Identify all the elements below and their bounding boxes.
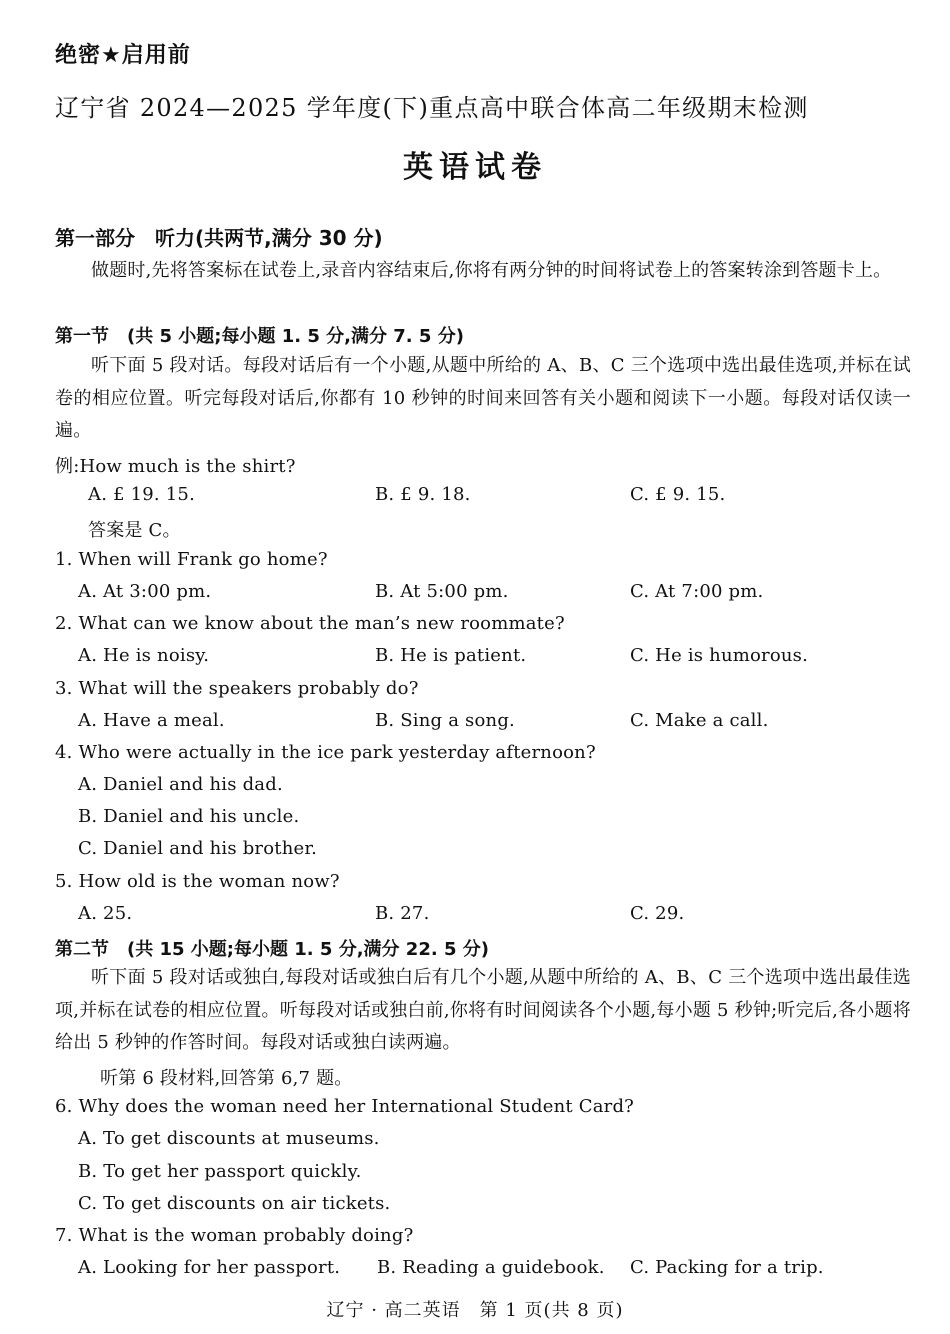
question-5-option-a: A. 25. bbox=[78, 903, 133, 924]
section2-title: 第二节 (共 15 小题;每小题 1. 5 分,满分 22. 5 分) bbox=[55, 939, 489, 960]
question-7-option-b: B. Reading a guidebook. bbox=[377, 1257, 605, 1278]
question-6-option-b: B. To get her passport quickly. bbox=[78, 1161, 362, 1182]
question-4-option-a: A. Daniel and his dad. bbox=[78, 774, 283, 795]
question-7: 7. What is the woman probably doing? bbox=[55, 1225, 414, 1246]
question-2-option-b: B. He is patient. bbox=[375, 645, 527, 666]
example-answer: 答案是 C。 bbox=[88, 520, 181, 541]
question-6-option-a: A. To get discounts at museums. bbox=[78, 1128, 380, 1149]
question-5-option-b: B. 27. bbox=[375, 903, 430, 924]
question-2-option-c: C. He is humorous. bbox=[630, 645, 809, 666]
question-4-option-c: C. Daniel and his brother. bbox=[78, 838, 318, 859]
example-option-a: A. £ 19. 15. bbox=[88, 484, 195, 505]
example-option-c: C. £ 9. 15. bbox=[630, 484, 726, 505]
question-1-option-c: C. At 7:00 pm. bbox=[630, 581, 764, 602]
example-option-b: B. £ 9. 18. bbox=[375, 484, 471, 505]
question-2-option-a: A. He is noisy. bbox=[78, 645, 210, 666]
question-3-option-c: C. Make a call. bbox=[630, 710, 769, 731]
question-7-option-a: A. Looking for her passport. bbox=[78, 1257, 341, 1278]
question-6-option-c: C. To get discounts on air tickets. bbox=[78, 1193, 391, 1214]
question-3-option-b: B. Sing a song. bbox=[375, 710, 515, 731]
question-1: 1. When will Frank go home? bbox=[55, 549, 328, 570]
subject-title: 英语试卷 bbox=[403, 150, 547, 185]
page-footer: 辽宁 · 高二英语 第 1 页(共 8 页) bbox=[326, 1300, 624, 1321]
material-note: 听第 6 段材料,回答第 6,7 题。 bbox=[100, 1068, 353, 1089]
confidential-label: 绝密★启用前 bbox=[55, 43, 191, 68]
question-2: 2. What can we know about the man’s new roommate? bbox=[55, 613, 565, 634]
example-question: 例:How much is the shirt? bbox=[55, 456, 296, 477]
question-1-option-b: B. At 5:00 pm. bbox=[375, 581, 509, 602]
question-4: 4. Who were actually in the ice park yesterday afternoon? bbox=[55, 742, 596, 763]
section1-instructions: 听下面 5 段对话。每段对话后有一个小题,从题中所给的 A、B、C 三个选项中选出最佳选项,并标在试卷的相应位置。听完每段对话后,你都有 10 秒钟的时间来回答有关小题和阅读下一小题。每段对话仅读一遍。 bbox=[55, 355, 911, 441]
question-5: 5. How old is the woman now? bbox=[55, 871, 340, 892]
question-3-option-a: A. Have a meal. bbox=[78, 710, 225, 731]
question-7-option-c: C. Packing for a trip. bbox=[630, 1257, 824, 1278]
part1-title: 第一部分 听力(共两节,满分 30 分) bbox=[55, 226, 383, 250]
section2-instructions: 听下面 5 段对话或独白,每段对话或独白后有几个小题,从题中所给的 A、B、C 三个选项中选出最佳选项,并标在试卷的相应位置。听每段对话或独白前,你将有时间阅读各个小题,每小题 5 秒钟;听完后,各小题将给出 5 秒钟的作答时间。每段对话或独白读两遍。 bbox=[55, 967, 911, 1053]
section1-title: 第一节 (共 5 小题;每小题 1. 5 分,满分 7. 5 分) bbox=[55, 326, 464, 347]
exam-title: 辽宁省 2024—2025 学年度(下)重点高中联合体高二年级期末检测 bbox=[55, 94, 809, 122]
question-1-option-a: A. At 3:00 pm. bbox=[78, 581, 212, 602]
question-6: 6. Why does the woman need her International Student Card? bbox=[55, 1096, 635, 1117]
question-4-option-b: B. Daniel and his uncle. bbox=[78, 806, 300, 827]
question-3: 3. What will the speakers probably do? bbox=[55, 678, 419, 699]
part1-instructions: 做题时,先将答案标在试卷上,录音内容结束后,你将有两分钟的时间将试卷上的答案转涂到答题卡上。 bbox=[91, 260, 892, 281]
question-5-option-c: C. 29. bbox=[630, 903, 685, 924]
